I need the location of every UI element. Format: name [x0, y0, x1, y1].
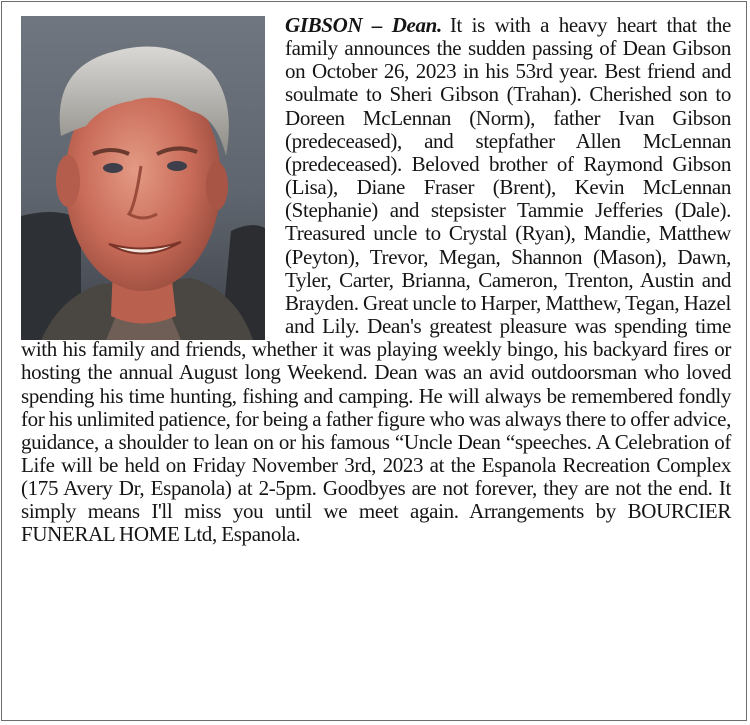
- name-dash: –: [362, 13, 392, 37]
- photo-spacer: [21, 14, 269, 338]
- obituary-notice: [1, 1, 747, 721]
- obituary-text: [21, 14, 731, 547]
- obituary-body: It is with a heavy heart that the family announces the sudden passing of Dean Gibson on October 26, 2023 in his 53rd year. Best friend and soulmate to Sheri Gibson (Trahan). Cherished son to Doreen McLennan (Norm), father Ivan Gibson (predeceased), and stepfather Allen McLennan (predeceased). Beloved brother of Raymond Gibson (Lisa), Diane Fraser (Brent), Kevin McLennan (Stephanie) and stepsister Tammie Jefferies (Dale). Treasured uncle to Crystal (Ryan), Mandie, Matthew (Peyton), Trevor, Megan, Shannon (Mason), Dawn, Tyler, Carter, Brianna, Cameron, Trenton, Austin and Brayden. Great uncle to Harper, Matthew, Tegan, Hazel and Lily. Dean's greatest pleasure was spending time with his family and friends, whether it was playing weekly bingo, his backyard fires or hosting the annual August long Weekend. Dean was an avid outdoorsman who loved spending his time hunting, fishing and camping. He will always be remembered fondly for his unlimited patience, for being a father figure who was always there to offer advice, guidance, a shoulder to lean on or his famous “Uncle Dean “speeches. A Celebration of Life will be held on Friday November 3rd, 2023 at the Espanola Recreation Complex (175 Avery Dr, Espanola) at 2-5pm. Goodbyes are not forever, they are not the end. It simply means I'll miss you until we meet again. Arrangements by BOURCIER FUNERAL HOME Ltd, Espanola.: [21, 13, 731, 547]
- deceased-surname: GIBSON: [285, 13, 363, 37]
- deceased-given-name: Dean.: [391, 13, 442, 37]
